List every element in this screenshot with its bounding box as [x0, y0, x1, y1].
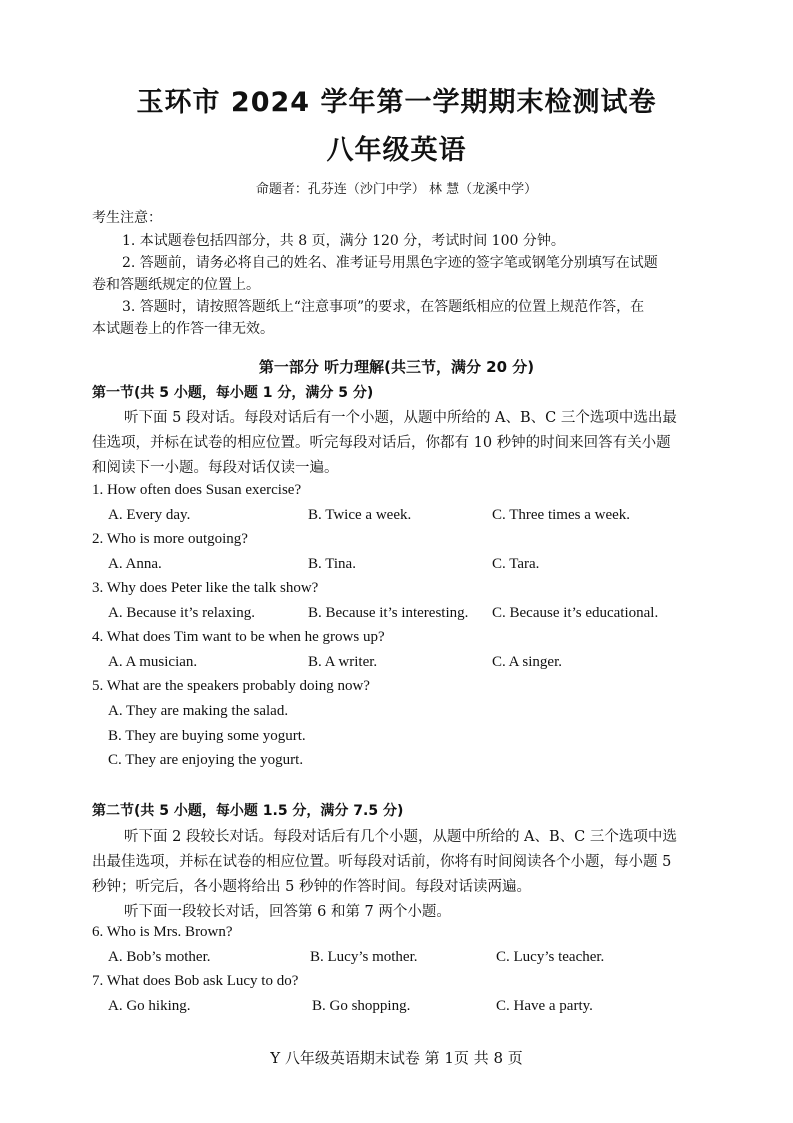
option-b: B. Tina.: [308, 556, 356, 572]
question-stem: 7. What does Bob ask Lucy to do?: [92, 973, 299, 989]
option-b: B. Go shopping.: [312, 998, 411, 1014]
notice-heading: 考生注意：: [92, 210, 162, 226]
option-c: C. They are enjoying the yogurt.: [108, 752, 304, 768]
question-stem: 1. How often does Susan exercise?: [92, 482, 302, 498]
option-a: A. Because it’s relaxing.: [108, 605, 256, 621]
option-b: B. Because it’s interesting.: [308, 605, 469, 621]
exam-subject: 八年级英语: [326, 135, 467, 166]
option-c: C. Lucy’s teacher.: [496, 949, 605, 965]
page-footer: Y 八年级英语期末试卷 第 1页 共 8 页: [270, 1049, 523, 1067]
option-b: B. Lucy’s mother.: [310, 949, 418, 965]
option-c: C. Tara.: [492, 556, 540, 572]
notice-line: 本试题卷上的作答一律无效。: [92, 321, 274, 337]
question-stem: 4. What does Tim want to be when he grows up?: [92, 629, 385, 645]
instruction-line: 听下面 5 段对话。每段对话后有一个小题，从题中所给的 A、B、C 三个选项中选出最: [124, 410, 677, 426]
instruction-line: 听下面一段较长对话，回答第 6 和第 7 两个小题。: [124, 904, 451, 920]
option-a: A. Go hiking.: [108, 998, 191, 1014]
authors-line: 命题者：孔芬连（沙门中学） 林 慧（龙溪中学）: [255, 182, 538, 197]
option-c: C. Have a party.: [496, 998, 593, 1014]
option-c: C. Three times a week.: [492, 507, 631, 523]
option-a: A. Every day.: [108, 507, 191, 523]
question-stem: 6. Who is Mrs. Brown?: [92, 924, 233, 940]
notice-line: 卷和答题纸规定的位置上。: [92, 277, 260, 293]
notice-line: 1. 本试题卷包括四部分，共 8 页，满分 120 分，考试时间 100 分钟。: [122, 233, 565, 249]
instruction-line: 听下面 2 段较长对话。每段对话后有几个小题，从题中所给的 A、B、C 三个选项中选: [124, 829, 677, 845]
exam-title: 玉环市 2024 学年第一学期期末检测试卷: [136, 87, 657, 118]
option-c: C. Because it’s educational.: [492, 605, 659, 621]
option-a: A. They are making the salad.: [108, 703, 289, 719]
section-title: 第二节(共 5 小题，每小题 1.5 分，满分 7.5 分): [92, 803, 404, 819]
section-title: 第一节(共 5 小题，每小题 1 分，满分 5 分): [92, 385, 374, 401]
option-a: A. A musician.: [108, 654, 198, 670]
instruction-line: 佳选项，并标在试卷的相应位置。听完每段对话后，你都有 10 秒钟的时间来回答有关小题: [92, 435, 671, 451]
option-b: B. A writer.: [308, 654, 378, 670]
part-title: 第一部分 听力理解(共三节，满分 20 分): [258, 358, 535, 376]
question-stem: 5. What are the speakers probably doing now?: [92, 678, 370, 694]
option-c: C. A singer.: [492, 654, 563, 670]
option-b: B. They are buying some yogurt.: [108, 728, 306, 744]
question-stem: 3. Why does Peter like the talk show?: [92, 580, 319, 596]
option-b: B. Twice a week.: [308, 507, 412, 523]
notice-line: 3. 答题时，请按照答题纸上“注意事项”的要求，在答题纸相应的位置上规范作答，在: [122, 299, 645, 315]
instruction-line: 出最佳选项，并标在试卷的相应位置。听每段对话前，你将有时间阅读各个小题，每小题 5: [92, 854, 672, 870]
instruction-line: 秒钟；听完后，各小题将给出 5 秒钟的作答时间。每段对话读两遍。: [92, 879, 531, 895]
notice-line: 2. 答题前，请务必将自己的姓名、准考证号用黑色字迹的签字笔或钢笔分别填写在试题: [122, 255, 658, 271]
question-stem: 2. Who is more outgoing?: [92, 531, 248, 547]
instruction-line: 和阅读下一小题。每段对话仅读一遍。: [92, 460, 339, 476]
option-a: A. Anna.: [108, 556, 162, 572]
option-a: A. Bob’s mother.: [108, 949, 211, 965]
